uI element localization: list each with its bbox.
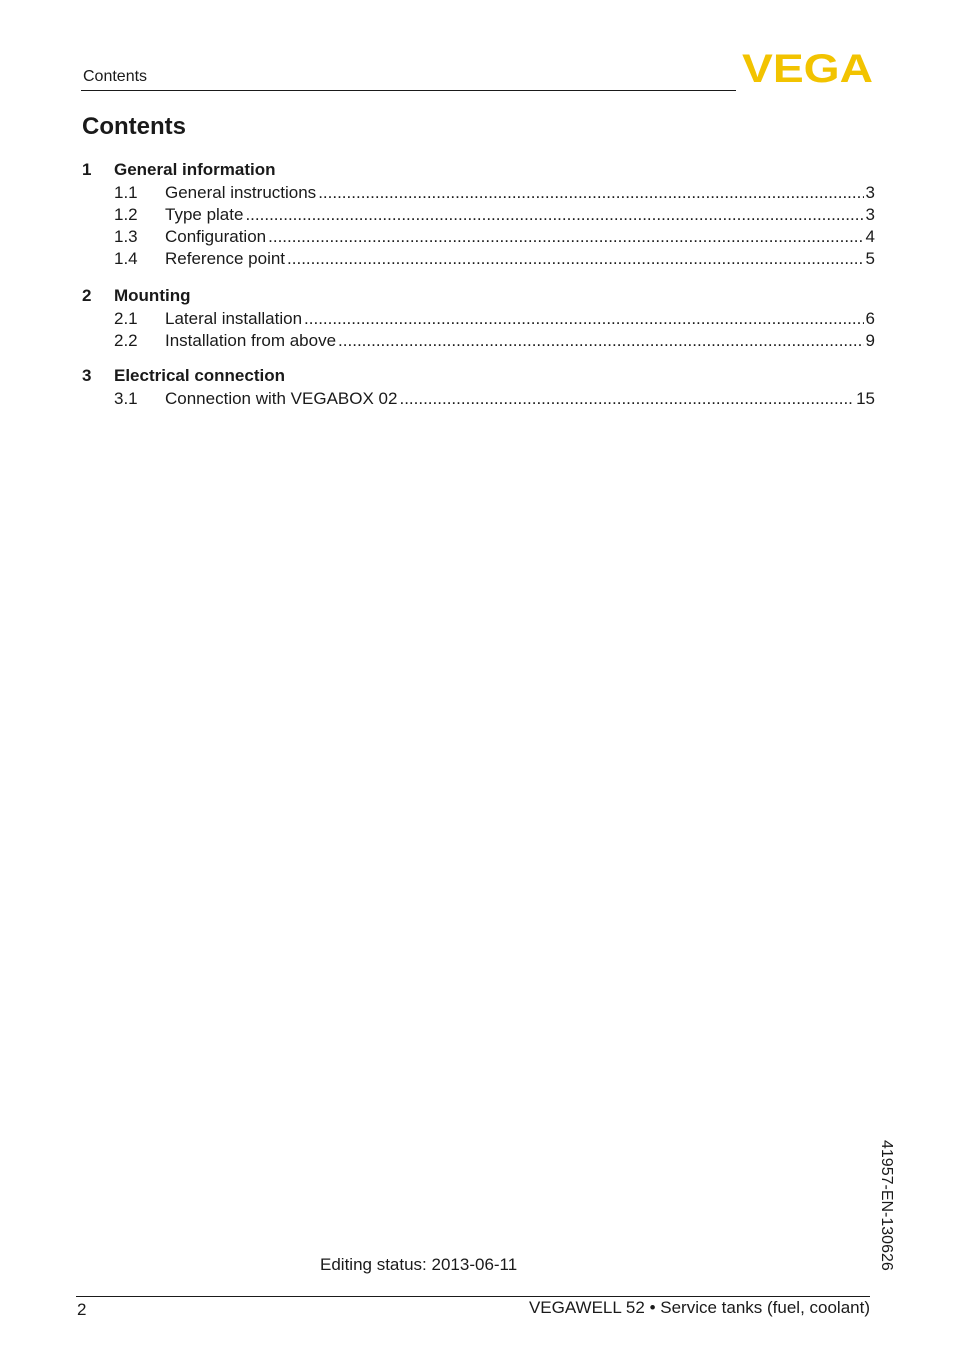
document-code: 41957-EN-130626 [878, 1140, 895, 1271]
entry-number: 1.4 [114, 249, 138, 268]
entry-title: General instructions [165, 183, 317, 202]
entry-page: 4 [865, 227, 875, 246]
running-head: Contents [83, 68, 148, 85]
entry-number: 2.1 [114, 309, 138, 328]
chapter-heading[interactable] [82, 158, 875, 182]
dot-leader [304, 308, 864, 330]
chapter-title: Mounting [114, 286, 191, 305]
entry-number: 2.2 [114, 331, 138, 350]
entry-title: Installation from above [165, 331, 337, 350]
dot-leader [245, 204, 863, 226]
toc-chapter-1 [82, 158, 875, 270]
dot-leader [287, 248, 864, 270]
toc-chapter-2 [82, 284, 875, 352]
dot-leader [318, 182, 863, 204]
chapter-number: 3 [82, 366, 92, 385]
chapter-heading[interactable] [82, 284, 875, 308]
entry-title: Type plate [165, 205, 244, 224]
chapter-number: 2 [82, 286, 92, 305]
entry-title: Connection with VEGABOX 02 [165, 389, 398, 408]
header-rule [81, 90, 736, 91]
editing-status: Editing status: 2013-06-11 [320, 1255, 518, 1274]
entry-number: 1.2 [114, 205, 138, 224]
entry-page: 6 [865, 309, 875, 328]
toc-entry[interactable] [82, 330, 875, 352]
footer-title: VEGAWELL 52 • Service tanks (fuel, coolant) [528, 1298, 870, 1317]
dot-leader [268, 226, 863, 248]
entry-number: 1.1 [114, 183, 138, 202]
entry-title: Reference point [165, 249, 286, 268]
entry-page: 3 [865, 205, 875, 224]
page-number: 2 [77, 1300, 87, 1319]
toc-entry[interactable] [82, 308, 875, 330]
dot-leader [399, 388, 854, 410]
entry-number: 1.3 [114, 227, 138, 246]
toc-entry[interactable] [82, 388, 875, 410]
logo-text: VEGA [742, 51, 873, 85]
entry-title: Lateral installation [165, 309, 303, 328]
toc-entry[interactable] [82, 226, 875, 248]
entry-title: Configuration [165, 227, 267, 246]
entry-page: 3 [865, 183, 875, 202]
toc-entry[interactable] [82, 182, 875, 204]
chapter-number: 1 [82, 160, 92, 179]
footer-rule [76, 1296, 870, 1297]
toc-entry[interactable] [82, 248, 875, 270]
chapter-title: General information [114, 160, 276, 179]
entry-number: 3.1 [114, 389, 138, 408]
dot-leader [338, 330, 863, 352]
toc-chapter-3 [82, 364, 875, 410]
page-title: Contents [82, 113, 186, 140]
vega-logo [742, 51, 873, 85]
toc-entry[interactable] [82, 204, 875, 226]
entry-page: 9 [865, 331, 875, 350]
entry-page: 15 [856, 389, 875, 408]
chapter-title: Electrical connection [114, 366, 285, 385]
chapter-heading[interactable] [82, 364, 875, 388]
table-of-contents [82, 158, 875, 410]
entry-page: 5 [865, 249, 875, 268]
